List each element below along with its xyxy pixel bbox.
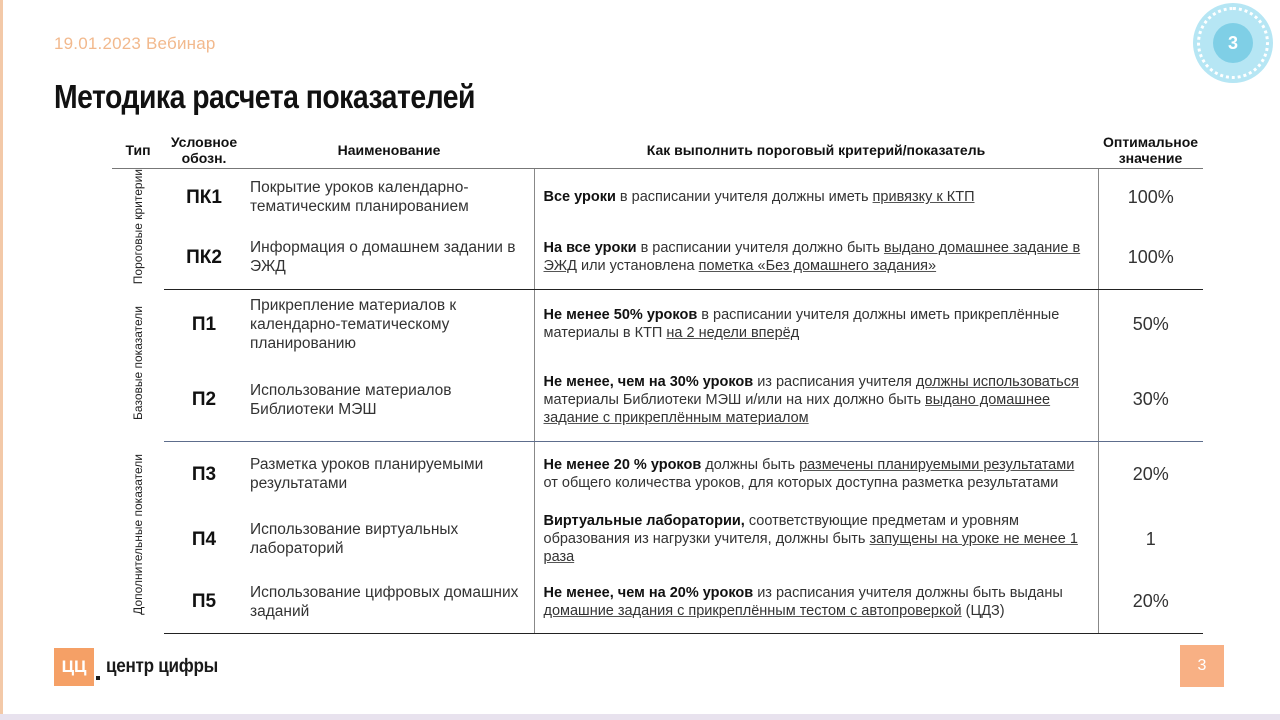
- column-header-type: Тип: [112, 132, 164, 168]
- row-how: [534, 226, 1098, 289]
- how-text: в расписании учителя должно быть: [636, 240, 884, 257]
- row-code: П1: [191, 313, 217, 335]
- how-text: в расписании учителя должны иметь: [615, 189, 873, 206]
- how-bold: Виртуальные лаборатории,: [543, 513, 745, 529]
- logo-text: центр цифры: [106, 656, 218, 677]
- logo-mark: ЦЦ: [54, 648, 94, 686]
- how-underlined: домашние задания с прикреплённым тестом с автопроверкой: [543, 602, 962, 619]
- how-underlined: на 2 недели вперёд: [666, 325, 800, 342]
- row-value: 30%: [1098, 359, 1203, 441]
- column-header-code: Условное обозн.: [164, 132, 244, 168]
- how-bold: Все уроки: [543, 189, 616, 206]
- table-header-row: [112, 132, 1203, 168]
- row-code: П5: [164, 571, 244, 633]
- row-name: Использование цифровых домашних заданий: [244, 571, 534, 633]
- how-bold: Не менее, чем на 20% уроков: [543, 584, 754, 601]
- how-underlined: привязку к КТП: [872, 189, 975, 206]
- how-text: в расписании учителя должны иметь прикреплённые материалы в КТП: [543, 307, 1060, 342]
- row-how: [534, 168, 1098, 226]
- how-underlined: выдано домашнее задание в ЭЖД: [543, 240, 1081, 275]
- row-how: [534, 289, 1098, 359]
- metrics-table: [112, 132, 1203, 634]
- row-value: 50%: [1132, 313, 1169, 334]
- how-bold: На все уроки: [543, 240, 637, 257]
- table-row: [112, 226, 1203, 289]
- column-header-value: Оптимальное значение: [1098, 132, 1203, 168]
- how-text: соответствующие предметам и уровням образования из нагрузки учителя, должны быть: [543, 513, 1019, 547]
- logo-dot: [96, 676, 100, 680]
- how-text: из расписания учителя: [753, 373, 916, 390]
- group-label-cell: [112, 168, 164, 289]
- slide-number-badge: [1193, 3, 1273, 83]
- slide-date: 19.01.2023 Вебинар: [54, 34, 216, 53]
- how-underlined: выдано домашнее задание с прикреплённым материалом: [543, 391, 1051, 426]
- slide-bottom-edge: [0, 714, 1280, 720]
- table-row: [112, 571, 1203, 633]
- row-value: 100%: [1127, 186, 1174, 207]
- how-text: от общего количества уроков, для которых доступна разметка результатами: [543, 475, 1059, 492]
- table-row: [112, 507, 1203, 571]
- row-value: 20%: [1132, 463, 1169, 484]
- row-code: ПК1: [186, 186, 222, 208]
- page-title: Методика расчета показателей: [54, 78, 475, 115]
- how-text: должны быть: [701, 457, 800, 474]
- row-name: Прикрепление материалов к календарно-тематическому планированию: [250, 296, 457, 352]
- how-bold: Не менее, чем на 30% уроков: [543, 373, 754, 390]
- row-name: Информация о домашнем задании в ЭЖД: [244, 226, 534, 289]
- row-code: ПК2: [164, 226, 244, 289]
- badge-number: 3: [1213, 23, 1253, 63]
- column-header-name: Наименование: [244, 132, 534, 168]
- row-how: [534, 571, 1098, 633]
- group-label-threshold: Пороговые критерии: [131, 168, 145, 284]
- row-name: Покрытие уроков календарно-тематическим планированием: [250, 179, 469, 216]
- how-bold: Не менее 20 % уроков: [543, 457, 702, 474]
- how-bold: Не менее 50% уроков: [543, 307, 698, 324]
- how-underlined: пометка «Без домашнего задания»: [698, 258, 937, 275]
- group-label-cell: [112, 441, 164, 633]
- row-name: Разметка уроков планируемыми результатами: [250, 456, 484, 493]
- row-value: 20%: [1098, 571, 1203, 633]
- row-name: Использование материалов Библиотеки МЭШ: [244, 359, 534, 441]
- row-how: [534, 507, 1098, 571]
- row-how: [534, 359, 1098, 441]
- row-code: П3: [191, 463, 217, 485]
- how-underlined: размечены планируемыми результатами: [799, 457, 1075, 474]
- how-text: из расписания учителя должны быть выданы: [753, 584, 1063, 601]
- how-text: (ЦДЗ): [961, 602, 1005, 619]
- brand-logo: [54, 648, 230, 686]
- row-code: П2: [164, 359, 244, 441]
- row-name: Использование виртуальных лабораторий: [250, 521, 459, 557]
- how-underlined: запущены на уроке не менее 1 раза: [543, 531, 1078, 565]
- page-number: 3: [1180, 645, 1224, 687]
- how-text: материалы Библиотеки МЭШ и/или на них должно быть: [543, 391, 926, 408]
- slide-left-edge: [0, 0, 3, 720]
- group-label-additional: Дополнительные показатели: [131, 454, 145, 615]
- column-header-how: Как выполнить пороговый критерий/показатель: [534, 132, 1098, 168]
- row-how: [534, 441, 1098, 507]
- group-label-cell: [112, 289, 164, 441]
- row-value: 100%: [1098, 226, 1203, 289]
- table-row: [112, 359, 1203, 441]
- table-row: [112, 168, 1203, 226]
- how-text: или установлена: [576, 258, 699, 275]
- how-underlined: должны использоваться: [915, 373, 1079, 390]
- row-value: 1: [1145, 528, 1156, 549]
- row-code: П4: [191, 528, 217, 550]
- table-row: [112, 441, 1203, 507]
- table-row: [112, 289, 1203, 359]
- group-label-basic: Базовые показатели: [131, 305, 145, 420]
